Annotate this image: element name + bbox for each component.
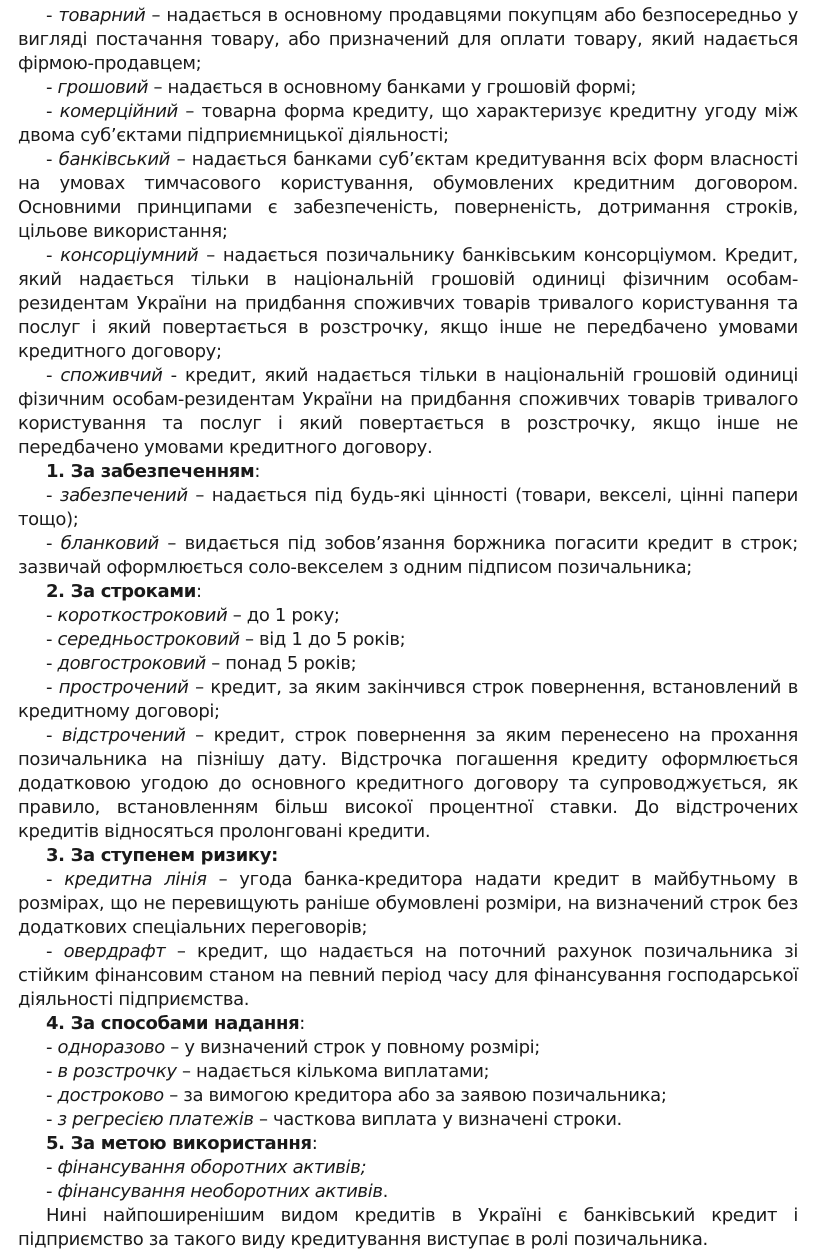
list-item-credit-line: - кредитна лінія – угода банка-кредитора надати кредит в майбутньому в розмірах, що не перевищують раніше обумовлені розміри, на визначений строк без додаткових спеціальних переговорів;	[18, 869, 798, 938]
list-item-noncurrent-assets: - фінансування необоротних активів.	[46, 1181, 388, 1202]
term: банківський	[58, 149, 171, 170]
list-item-installments: - в розстрочку – надається кількома виплатами;	[46, 1061, 490, 1082]
list-item-regression: - з регресією платежів – часткова виплата у визначені строки.	[46, 1109, 622, 1130]
section-heading-purpose: 5. За метою використання:	[46, 1133, 318, 1154]
list-item-overdue: - прострочений – кредит, за яким закінчився строк повернення, встановлений в кредитному договорі;	[18, 677, 798, 722]
list-item-deferred: - відстрочений – кредит, строк повернення за яким перенесено на прохання позичальника на пізнішу дату. Відстрочка погашення кредиту оформлюється додатковою угодою до основного кредитного договору та супроводжується, як правило, встановленням більш високої процентної ставки. До відстрочених кредитів відносяться пролонговані кредити.	[18, 725, 798, 842]
list-item-secured: - забезпечений – надається під будь-які цінності (товари, векселі, цінні папери тощо);	[18, 485, 798, 530]
term: фінансування оборотних активів;	[57, 1157, 367, 1178]
term: кредитна лінія	[64, 869, 207, 890]
term: фінансування необоротних активів	[57, 1181, 383, 1202]
term: з регресією платежів	[57, 1109, 254, 1130]
term: короткостроковий	[57, 605, 228, 626]
section-heading-methods: 4. За способами надання:	[46, 1013, 306, 1034]
term: довгостроковий	[57, 653, 206, 674]
list-item-commercial: - комерційний – товарна форма кредиту, що характеризує кредитну угоду між двома суб’єктами підприємницької діяльності;	[18, 101, 798, 146]
term: бланковий	[60, 533, 159, 554]
section-heading-collateral: 1. За забезпеченням:	[46, 461, 261, 482]
list-item-long-term: - довгостроковий – понад 5 років;	[46, 653, 357, 674]
term: забезпечений	[59, 485, 188, 506]
term: споживчий	[60, 365, 163, 386]
term: грошовий	[57, 77, 149, 98]
list-item-consumer: - споживчий - кредит, який надається тільки в національній грошовій одиниці фізичним особам-резидентам України на придбання споживчих товарів тривалого користування та послуг і який повертається в розстрочку, якщо інше не передбачено умовами кредитного договору.	[18, 365, 798, 458]
list-item-commodity: - товарний – надається в основному продавцями покупцям або безпосередньо у вигляді постачання товару, або призначений для оплати товару, який надається фірмою-продавцем;	[18, 5, 798, 74]
list-item-lump-sum: - одноразово – у визначений строк у повному розмірі;	[46, 1037, 541, 1058]
term: в розстрочку	[57, 1061, 177, 1082]
term: консорціумний	[60, 245, 199, 266]
term: достроково	[57, 1085, 164, 1106]
term: середньостроковий	[57, 629, 240, 650]
list-item-early: - достроково – за вимогою кредитора або за заявою позичальника;	[46, 1085, 667, 1106]
section-heading-terms: 2. За строками:	[46, 581, 202, 602]
term: відстрочений	[61, 725, 186, 746]
term: прострочений	[58, 677, 189, 698]
list-item-consortium: - консорціумний – надається позичальнику банківським консорціумом. Кредит, який надається тільки в національній грошовій одиниці фізичним особам-резидентам України на придбання споживчих товарів тривалого користування та послуг і який повертається в розстрочку, якщо інше не передбачено умовами кредитного договору;	[18, 245, 798, 362]
list-item-bank: - банківський – надається банками суб’єктам кредитування всіх форм власності на умовах тимчасового користування, обумовлених кредитним договором. Основними принципами є забезпеченість, поверненість, дотримання строків, цільове використання;	[18, 149, 798, 242]
list-item-overdraft: - овердрафт – кредит, що надається на поточний рахунок позичальника зі стійким фінансовим станом на певний період часу для фінансування господарської діяльності підприємства.	[18, 941, 798, 1010]
list-item-monetary: - грошовий – надається в основному банками у грошовій формі;	[46, 77, 637, 98]
list-item-current-assets: - фінансування оборотних активів;	[46, 1157, 367, 1178]
term: комерційний	[59, 101, 178, 122]
list-item-short-term: - короткостроковий – до 1 року;	[46, 605, 340, 626]
closing-paragraph: Нині найпоширенішим видом кредитів в Україні є банківський кредит і підприємство за такого виду кредитування виступає в ролі позичальника.	[18, 1205, 798, 1250]
term: одноразово	[57, 1037, 165, 1058]
term: товарний	[58, 5, 146, 26]
list-item-unsecured: - бланковий – видається під зобов’язання боржника погасити кредит в строк; зазвичай оформлюється соло-векселем з одним підписом позичальника;	[18, 533, 798, 578]
section-heading-risk: 3. За ступенем ризику:	[46, 845, 278, 866]
list-item-medium-term: - середньостроковий – від 1 до 5 років;	[46, 629, 406, 650]
term: овердрафт	[63, 941, 166, 962]
